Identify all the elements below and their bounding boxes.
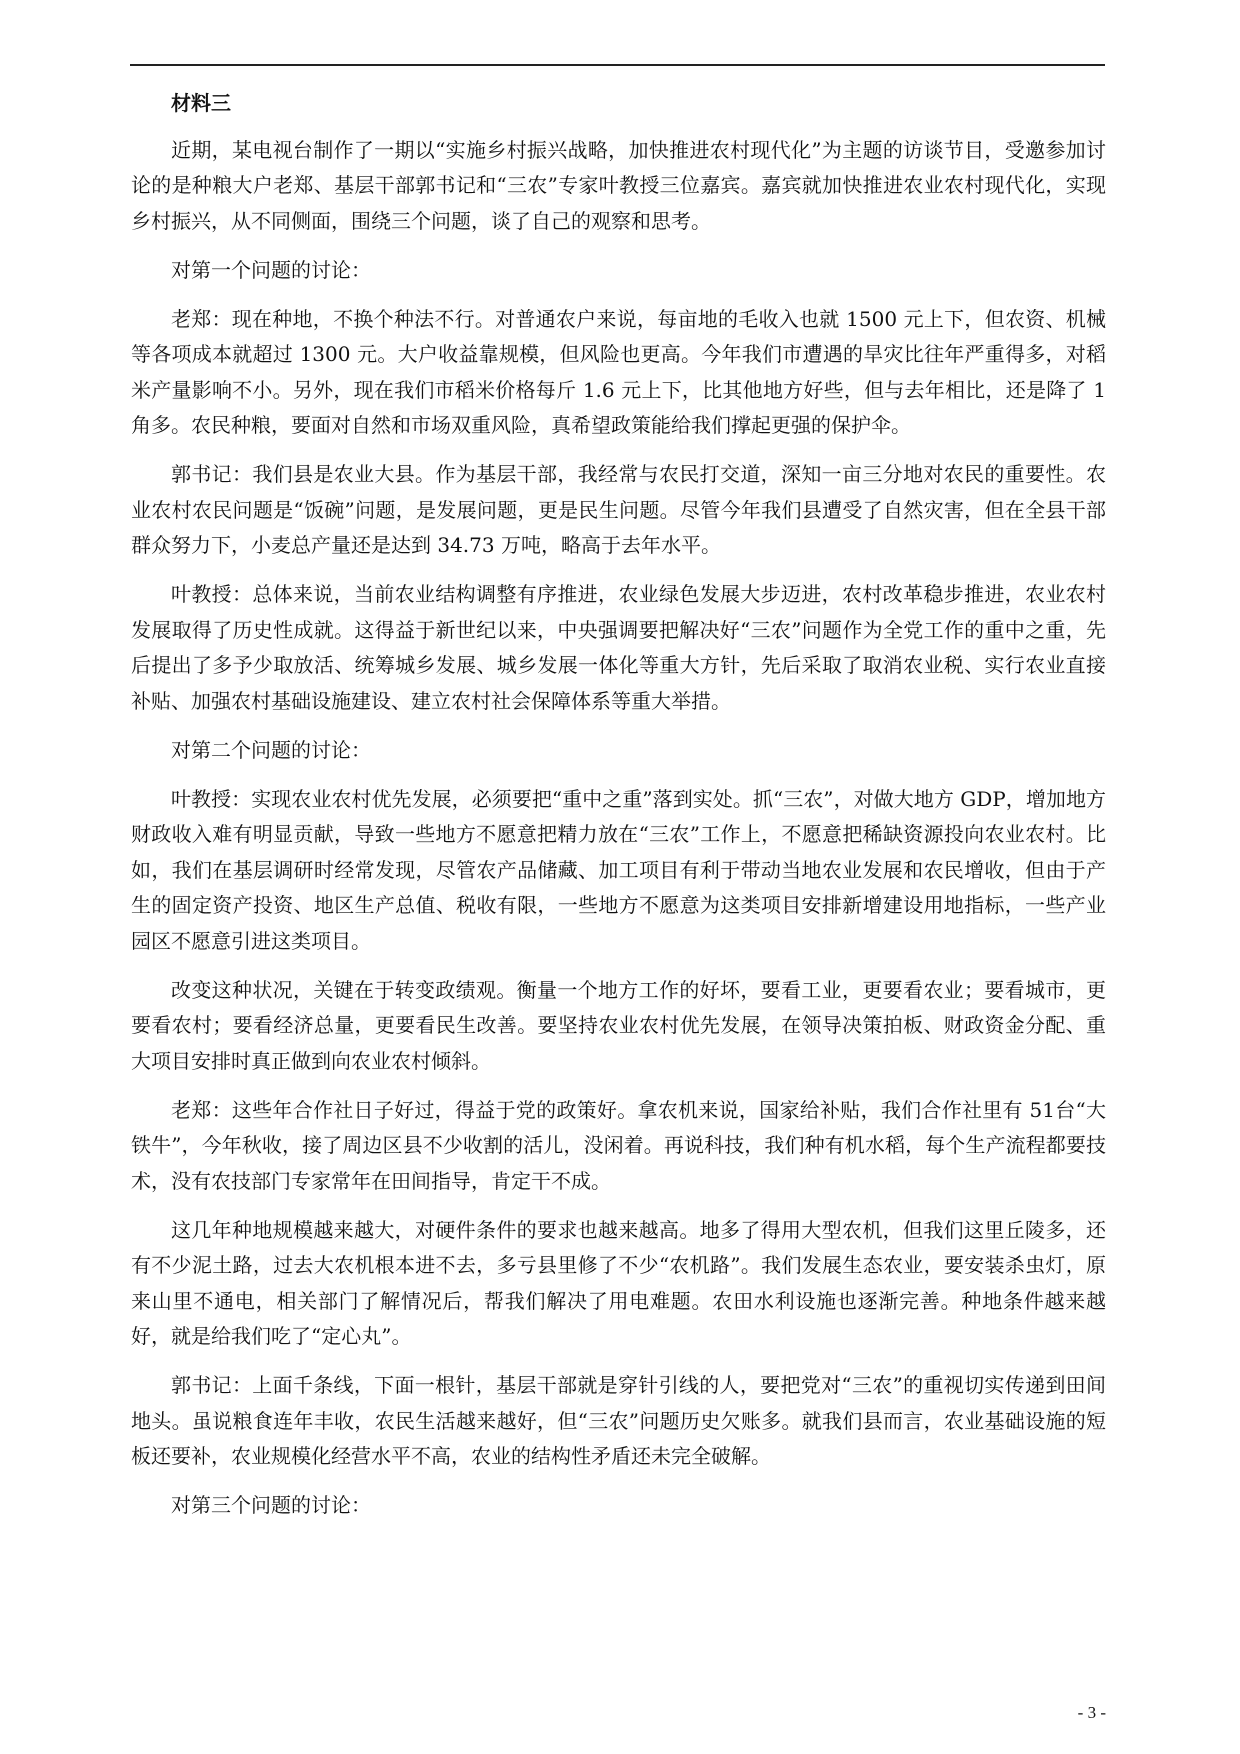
paragraph-q1-laozheng: 老郑：现在种地，不换个种法不行。对普通农户来说，每亩地的毛收入也就 1500 元上下，但农资、机械等各项成本就超过 1300 元。大户收益靠规模，但风险也更高。今年我们市遭遇的旱灾比往年严重得多，对稻米产量影响不小。另外，现在我们市稻米价格每斤 1.6 元上下，比其他地方好些，但与去年相比，还是降了 1 角多。农民种粮，要面对自然和市场双重风险，真希望政策能给我们撑起更强的保护伞。 xyxy=(131,306,1106,437)
section-title: 材料三 xyxy=(171,91,231,115)
paragraph-q1-guo: 郭书记：我们县是农业大县。作为基层干部，我经常与农民打交道，深知一亩三分地对农民的重要性。农业农村农民问题是“饭碗”问题，是发展问题，更是民生问题。尽管今年我们县遭受了自然灾害，但在全县干部群众努力下，小麦总产量还是达到 34.73 万吨，略高于去年水平。 xyxy=(131,462,1106,557)
paragraph-q2-laozheng-cont: 这几年种地规模越来越大，对硬件条件的要求也越来越高。地多了得用大型农机，但我们这里丘陵多，还有不少泥土路，过去大农机根本进不去，多亏县里修了不少“农机路”。我们发展生态农业，要安装杀虫灯，原来山里不通电，相关部门了解情况后，帮我们解决了用电难题。农田水利设施也逐渐完善。种地条件越来越好，就是给我们吃了“定心丸”。 xyxy=(131,1217,1106,1348)
paragraph-q2-ye: 叶教授：实现农业农村优先发展，必须要把“重中之重”落到实处。抓“三农”，对做大地方 GDP，增加地方财政收入难有明显贡献，导致一些地方不愿意把精力放在“三农”工作上，不愿意把稀缺资源投向农业农村。比如，我们在基层调研时经常发现，尽管农产品储藏、加工项目有利于带动当地农业发展和农民增收，但由于产生的固定资产投资、地区生产总值、税收有限，一些地方不愿意为这类项目安排新增建设用地指标，一些产业园区不愿意引进这类项目。 xyxy=(131,786,1106,953)
paragraph-q3-heading: 对第三个问题的讨论： xyxy=(171,1493,371,1517)
paragraph-q2-laozheng: 老郑：这些年合作社日子好过，得益于党的政策好。拿农机来说，国家给补贴，我们合作社里有 51台“大铁牛”，今年秋收，接了周边区县不少收割的活儿，没闲着。再说科技，我们种有机水稻，每个生产流程都要技术，没有农技部门专家常年在田间指导，肯定干不成。 xyxy=(131,1097,1106,1193)
paragraph-q2-heading: 对第二个问题的讨论： xyxy=(171,737,371,762)
paragraph-q1-heading: 对第一个问题的讨论： xyxy=(171,257,371,282)
header-rule xyxy=(130,64,1105,66)
paragraph-q2-ye-cont: 改变这种状况，关键在于转变政绩观。衡量一个地方工作的好坏，要看工业，更要看农业；要看城市，更要看农村；要看经济总量，更要看民生改善。要坚持农业农村优先发展，在领导决策拍板、财政资金分配、重大项目安排时真正做到向农业农村倾斜。 xyxy=(131,977,1106,1073)
page-number: - 3 - xyxy=(1077,1703,1106,1722)
document-body xyxy=(131,86,1106,1537)
paragraph-intro: 近期，某电视台制作了一期以“实施乡村振兴战略，加快推进农村现代化”为主题的访谈节目，受邀参加讨论的是种粮大户老郑、基层干部郭书记和“三农”专家叶教授三位嘉宾。嘉宾就加快推进农业农村现代化，实现乡村振兴，从不同侧面，围绕三个问题，谈了自己的观察和思考。 xyxy=(131,137,1106,233)
paragraph-q2-guo: 郭书记：上面千条线，下面一根针，基层干部就是穿针引线的人，要把党对“三农”的重视切实传递到田间地头。虽说粮食连年丰收，农民生活越来越好，但“三农”问题历史欠账多。就我们县而言，农业基础设施的短板还要补，农业规模化经营水平不高，农业的结构性矛盾还未完全破解。 xyxy=(131,1373,1106,1468)
paragraph-q1-ye: 叶教授：总体来说，当前农业结构调整有序推进，农业绿色发展大步迈进，农村改革稳步推进，农业农村发展取得了历史性成就。这得益于新世纪以来，中央强调要把解决好“三农”问题作为全党工作的重中之重，先后提出了多予少取放活、统筹城乡发展、城乡发展一体化等重大方针，先后采取了取消农业税、实行农业直接补贴、加强农村基础设施建设、建立农村社会保障体系等重大举措。 xyxy=(131,582,1106,713)
